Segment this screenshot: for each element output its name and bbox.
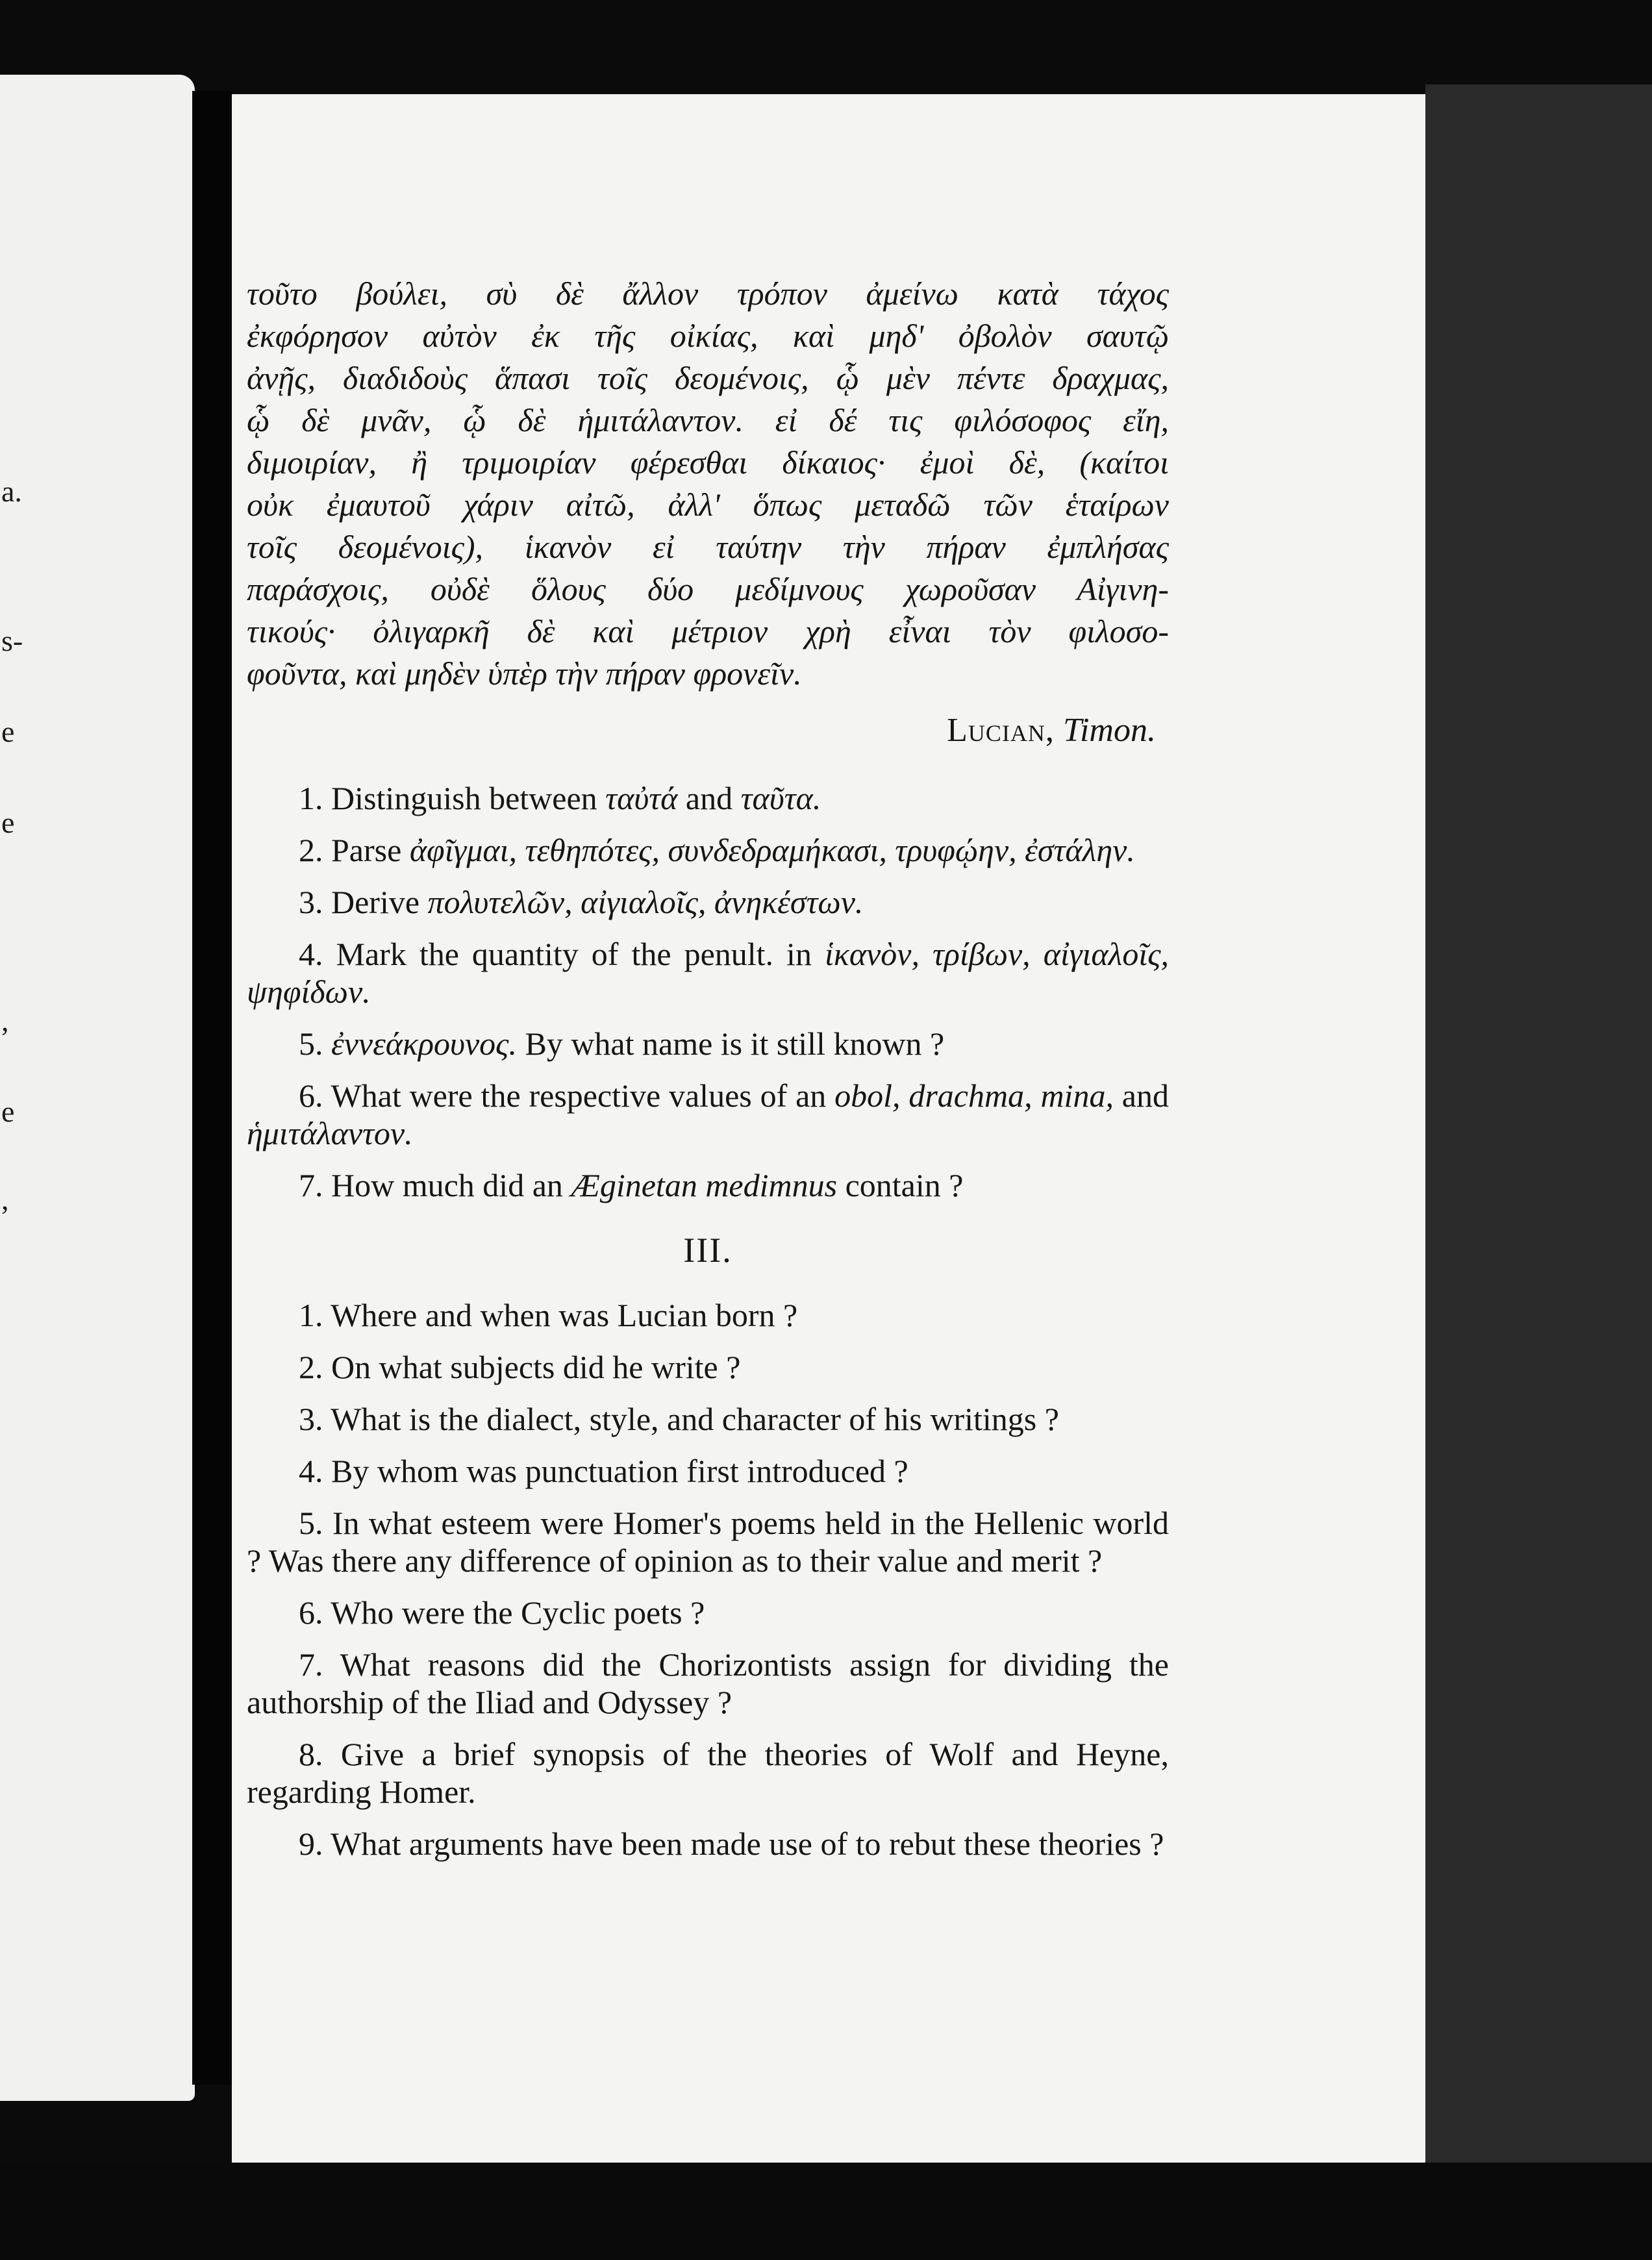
facing-page-fragment: s- bbox=[1, 624, 23, 657]
greek-passage bbox=[247, 273, 1169, 695]
page-edge-shadow bbox=[1425, 84, 1652, 2195]
question-number: 3. bbox=[299, 1401, 323, 1437]
greek-term: ἡμιτάλαντον. bbox=[247, 1115, 413, 1151]
question-number: 4. bbox=[299, 1453, 323, 1489]
question-item bbox=[247, 1348, 1169, 1386]
question-text: Mark the quantity of the penult. in bbox=[336, 936, 812, 972]
question-text: What reasons did the Chorizontists assign for dividing the authorship of the Iliad and Odyssey ? bbox=[247, 1646, 1169, 1720]
question-text: In what esteem were Homer's poems held in the Hellenic world ? Was there any difference of opinion as to their value and merit ? bbox=[247, 1505, 1169, 1579]
greek-term: ταῦτα. bbox=[740, 780, 821, 816]
italic-term: Æginetan medimnus bbox=[571, 1167, 838, 1203]
question-number: 8. bbox=[299, 1736, 323, 1772]
greek-line: φοῦντα, καὶ μηδὲν ὑπὲρ τὴν πήραν φρονεῖν. bbox=[247, 655, 802, 692]
scan-border bbox=[0, 2163, 1652, 2260]
question-list-greek bbox=[247, 779, 1169, 1204]
question-item bbox=[247, 1025, 1169, 1062]
question-item bbox=[247, 935, 1169, 1011]
question-number: 2. bbox=[299, 832, 323, 868]
question-item bbox=[247, 1166, 1169, 1204]
question-number: 6. bbox=[299, 1077, 323, 1114]
greek-term: ἱκανὸν, τρίβων, αἰγιαλοῖς, ψηφίδων. bbox=[247, 936, 1170, 1010]
question-text: contain ? bbox=[845, 1167, 964, 1203]
facing-page-fragment: e bbox=[1, 806, 15, 839]
greek-line: ἀνῇς, διαδιδοὺς ἅπασι τοῖς δεομένοις, ᾧ μὲν πέντε δραχμας, bbox=[247, 360, 1169, 396]
question-text: What is the dialect, style, and character of his writings ? bbox=[331, 1401, 1059, 1437]
author-name: Lucian, bbox=[947, 712, 1055, 749]
facing-page bbox=[0, 75, 195, 2101]
italic-term: obol, drachma, mina, bbox=[834, 1077, 1114, 1114]
greek-line: διμοιρίαν, ἢ τριμοιρίαν φέρεσθαι δίκαιος· ἐμοὶ δὲ, (καίτοι bbox=[247, 444, 1169, 481]
question-number: 7. bbox=[299, 1167, 323, 1203]
greek-term: πολυτελῶν, αἰγιαλοῖς, ἀνηκέστων. bbox=[427, 884, 864, 920]
facing-page-fragment: a. bbox=[1, 475, 22, 508]
question-item bbox=[247, 1825, 1169, 1863]
question-number: 3. bbox=[299, 884, 323, 920]
facing-page-fragment: e bbox=[1, 1095, 15, 1128]
greek-line: τοῖς δεομένοις), ἱκανὸν εἰ ταύτην τὴν πήραν ἐμπλήσας bbox=[247, 529, 1169, 565]
question-number: 4. bbox=[299, 936, 323, 972]
question-text: What were the respective values of an bbox=[331, 1077, 827, 1114]
book-gutter bbox=[192, 91, 232, 2085]
question-item bbox=[247, 1452, 1169, 1490]
question-text: What arguments have been made use of to rebut these theories ? bbox=[331, 1826, 1164, 1862]
greek-line: οὐκ ἐμαυτοῦ χάριν αἰτῶ, ἀλλ' ὅπως μεταδῶ τῶν ἑταίρων bbox=[247, 486, 1169, 523]
question-number: 2. bbox=[299, 1349, 323, 1385]
greek-term: ἐννεάκρουνος. bbox=[331, 1025, 517, 1062]
question-item bbox=[247, 831, 1169, 869]
question-number: 5. bbox=[299, 1025, 323, 1062]
attribution bbox=[247, 708, 1156, 753]
question-text: Distinguish between bbox=[331, 780, 597, 816]
question-text: Parse bbox=[331, 832, 402, 868]
greek-line: παράσχοις, οὐδὲ ὅλους δύο μεδίμνους χωροῦσαν Αἰγινη- bbox=[247, 571, 1169, 607]
greek-line: ἐκφόρησον αὐτὸν ἐκ τῆς οἰκίας, καὶ μηδ' ὀβολὸν σαυτῷ bbox=[247, 318, 1169, 354]
question-item bbox=[247, 1400, 1169, 1438]
question-item bbox=[247, 883, 1169, 921]
facing-page-fragment: , bbox=[1, 1183, 9, 1216]
question-number: 5. bbox=[299, 1505, 323, 1541]
greek-line: τικούς· ὀλιγαρκῆ δὲ καὶ μέτριον χρὴ εἶναι τὸν φιλοσο- bbox=[247, 613, 1169, 649]
greek-term: ἀφῖγμαι, τεθηπότες, συνδεδραμήκασι, τρυφῴην, ἐστάλην. bbox=[409, 832, 1135, 868]
question-item bbox=[247, 1646, 1169, 1721]
question-text: How much did an bbox=[331, 1167, 563, 1203]
page-content bbox=[247, 273, 1169, 1877]
question-text: Derive bbox=[331, 884, 420, 920]
question-number: 1. bbox=[299, 780, 323, 816]
section-heading: III. bbox=[683, 1231, 732, 1270]
question-text: and bbox=[1121, 1077, 1169, 1114]
question-number: 1. bbox=[299, 1297, 323, 1333]
question-text: and bbox=[685, 780, 733, 816]
question-number: 6. bbox=[299, 1594, 323, 1631]
question-item bbox=[247, 1077, 1169, 1152]
greek-line: τοῦτο βούλει, σὺ δὲ ἄλλον τρόπον ἀμείνω κατὰ τάχος bbox=[247, 275, 1169, 312]
question-item bbox=[247, 1504, 1169, 1579]
question-item bbox=[247, 1735, 1169, 1811]
facing-page-fragment: e bbox=[1, 715, 15, 748]
question-text: Who were the Cyclic poets ? bbox=[331, 1594, 705, 1631]
greek-term: ταὐτά bbox=[605, 780, 678, 816]
question-list-history bbox=[247, 1296, 1169, 1863]
question-number: 7. bbox=[299, 1646, 323, 1683]
greek-line: ᾧ δὲ μνᾶν, ᾧ δὲ ἡμιτάλαντον. εἰ δέ τις φιλόσοφος εἴη, bbox=[247, 402, 1169, 438]
question-item bbox=[247, 1296, 1169, 1334]
question-item bbox=[247, 1594, 1169, 1631]
question-text: By what name is it still known ? bbox=[525, 1025, 945, 1062]
question-text: Where and when was Lucian born ? bbox=[331, 1297, 798, 1333]
question-text: Give a brief synopsis of the theories of Wolf and Heyne, regarding Homer. bbox=[247, 1736, 1169, 1810]
question-text: By whom was punctuation first introduced ? bbox=[331, 1453, 908, 1489]
facing-page-fragment: , bbox=[1, 1004, 9, 1037]
question-text: On what subjects did he write ? bbox=[331, 1349, 741, 1385]
question-number: 9. bbox=[299, 1826, 323, 1862]
work-title: Timon. bbox=[1062, 712, 1156, 749]
question-item bbox=[247, 779, 1169, 817]
